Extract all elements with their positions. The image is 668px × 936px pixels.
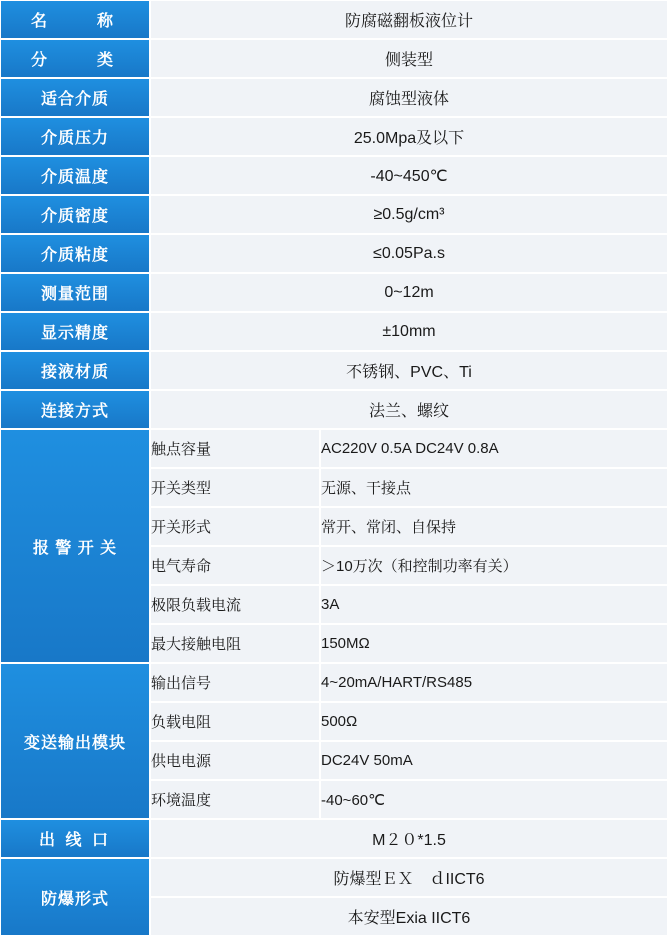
table-row	[0, 117, 668, 156]
group-label-transmitter-module: 变送输出模块	[0, 663, 150, 819]
row-value-category: 侧装型	[150, 39, 668, 78]
table-row	[0, 312, 668, 351]
row-label-category: 分 类	[0, 39, 150, 78]
alarm-max-contact-resistance-label: 最大接触电阻	[150, 624, 320, 663]
table-row	[0, 273, 668, 312]
table-row	[0, 78, 668, 117]
explosion-proof-subtable	[150, 858, 668, 936]
table-row	[0, 195, 668, 234]
row-label-pressure: 介质压力	[0, 117, 150, 156]
row-value-connection: 法兰、螺纹	[150, 390, 668, 429]
row-label-density: 介质密度	[0, 195, 150, 234]
row-label-accuracy: 显示精度	[0, 312, 150, 351]
list-item	[150, 858, 668, 897]
row-label-outlet: 出 线 口	[0, 819, 150, 858]
table-row	[0, 0, 668, 39]
group-content-alarm-switch	[150, 429, 668, 663]
transmitter-ambient-temperature-value: -40~60℃	[320, 780, 668, 819]
list-item	[150, 624, 668, 663]
alarm-electrical-life-value: ＞10万次（和控制功率有关）	[320, 546, 668, 585]
table-row	[0, 390, 668, 429]
row-value-viscosity: ≤0.05Pa.s	[150, 234, 668, 273]
table-row-group-transmitter	[0, 663, 668, 819]
group-label-alarm-switch: 报 警 开 关	[0, 429, 150, 663]
row-label-temperature: 介质温度	[0, 156, 150, 195]
row-value-temperature: -40~450℃	[150, 156, 668, 195]
table-row-group-explosion-proof	[0, 858, 668, 936]
alarm-switch-type-label: 开关类型	[150, 468, 320, 507]
alarm-max-contact-resistance-value: 150MΩ	[320, 624, 668, 663]
list-item	[150, 780, 668, 819]
list-item	[150, 507, 668, 546]
explosion-proof-type-1: 防爆型ＥＸ ｄIICT6	[150, 858, 668, 897]
table-row	[0, 819, 668, 858]
transmitter-output-signal-value: 4~20mA/HART/RS485	[320, 663, 668, 702]
transmitter-power-supply-value: DC24V 50mA	[320, 741, 668, 780]
list-item	[150, 468, 668, 507]
alarm-electrical-life-label: 电气寿命	[150, 546, 320, 585]
list-item	[150, 546, 668, 585]
transmitter-power-supply-label: 供电电源	[150, 741, 320, 780]
explosion-proof-type-2: 本安型Exia IICT6	[150, 897, 668, 936]
group-content-transmitter-module	[150, 663, 668, 819]
row-label-range: 测量范围	[0, 273, 150, 312]
group-content-explosion-proof	[150, 858, 668, 936]
list-item	[150, 429, 668, 468]
table-row-group-alarm	[0, 429, 668, 663]
row-value-outlet: M２０*1.5	[150, 819, 668, 858]
alarm-switch-subtable	[150, 429, 668, 663]
transmitter-load-resistance-value: 500Ω	[320, 702, 668, 741]
alarm-max-load-current-value: 3A	[320, 585, 668, 624]
transmitter-ambient-temperature-label: 环境温度	[150, 780, 320, 819]
list-item	[150, 702, 668, 741]
row-value-medium: 腐蚀型液体	[150, 78, 668, 117]
table-row	[0, 234, 668, 273]
transmitter-output-signal-label: 输出信号	[150, 663, 320, 702]
alarm-switch-type-value: 无源、干接点	[320, 468, 668, 507]
row-value-accuracy: ±10mm	[150, 312, 668, 351]
row-value-range: 0~12m	[150, 273, 668, 312]
row-value-pressure: 25.0Mpa及以下	[150, 117, 668, 156]
row-label-name: 名 称	[0, 0, 150, 39]
list-item	[150, 897, 668, 936]
row-value-wetted-material: 不锈钢、PVC、Ti	[150, 351, 668, 390]
row-value-name: 防腐磁翻板液位计	[150, 0, 668, 39]
row-label-viscosity: 介质粘度	[0, 234, 150, 273]
alarm-switch-form-value: 常开、常闭、自保持	[320, 507, 668, 546]
alarm-contact-capacity-value: AC220V 0.5A DC24V 0.8A	[320, 429, 668, 468]
transmitter-load-resistance-label: 负载电阻	[150, 702, 320, 741]
transmitter-module-subtable	[150, 663, 668, 819]
group-label-explosion-proof: 防爆形式	[0, 858, 150, 936]
row-label-connection: 连接方式	[0, 390, 150, 429]
alarm-contact-capacity-label: 触点容量	[150, 429, 320, 468]
alarm-switch-form-label: 开关形式	[150, 507, 320, 546]
list-item	[150, 663, 668, 702]
row-value-density: ≥0.5g/cm³	[150, 195, 668, 234]
row-label-medium: 适合介质	[0, 78, 150, 117]
table-row	[0, 351, 668, 390]
table-row	[0, 156, 668, 195]
list-item	[150, 585, 668, 624]
list-item	[150, 741, 668, 780]
table-row	[0, 39, 668, 78]
row-label-wetted-material: 接液材质	[0, 351, 150, 390]
alarm-max-load-current-label: 极限负载电流	[150, 585, 320, 624]
